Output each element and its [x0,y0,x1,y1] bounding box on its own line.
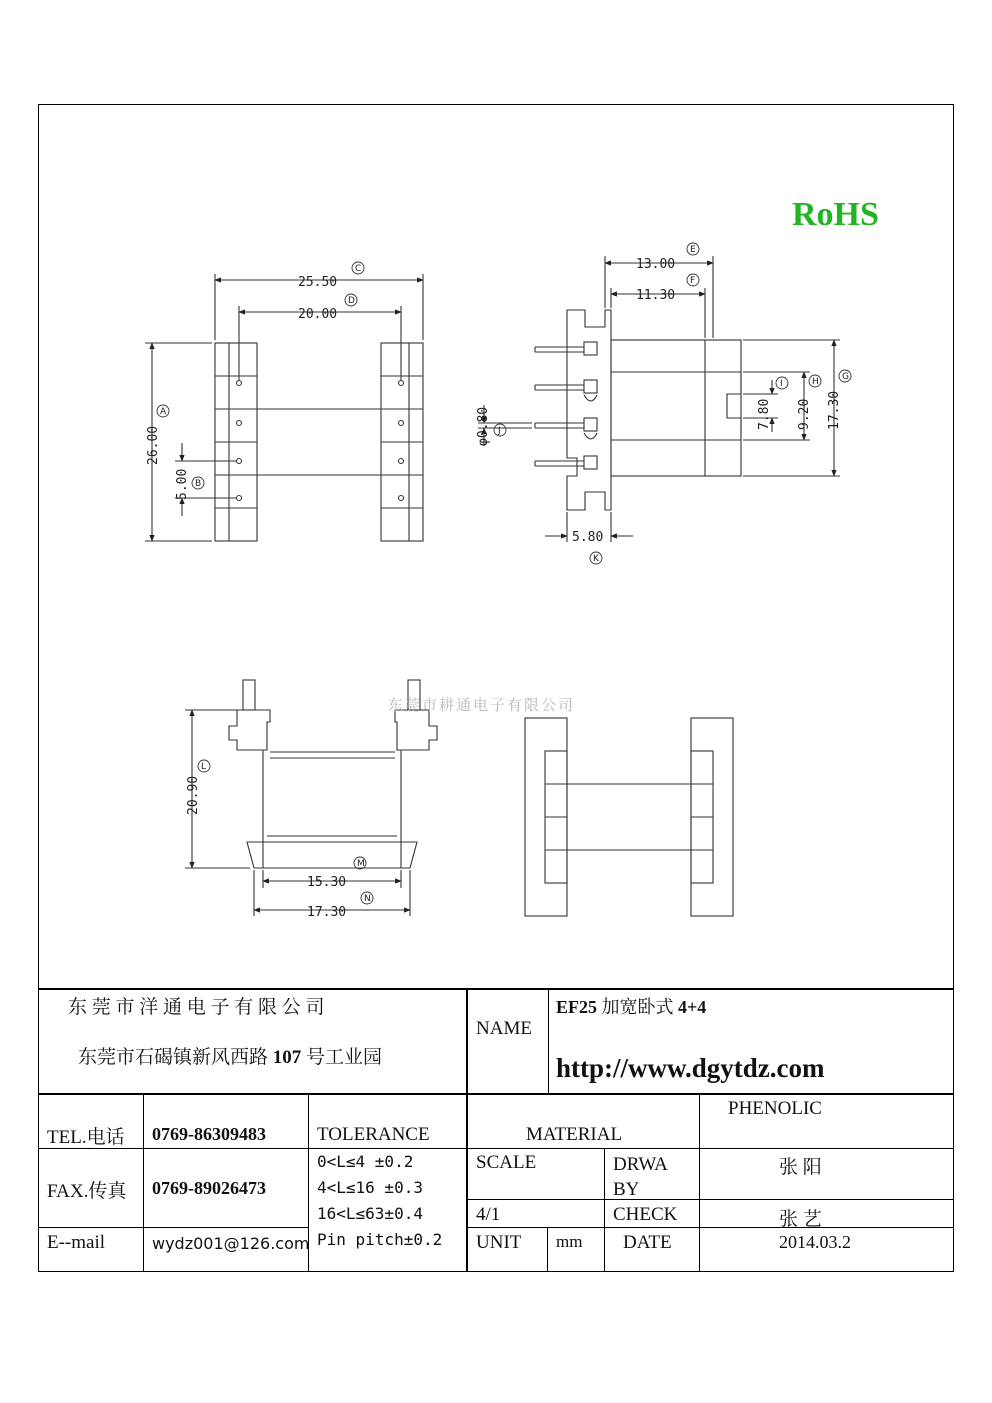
dim-25-50: 25.50 [298,275,338,290]
tolerance-row-4: Pin pitch±0.2 [317,1230,443,1249]
tb-vline [143,1093,144,1272]
marker-k: K [593,554,599,564]
drawn-label-line-2: BY [613,1179,640,1200]
marker-m: M [357,859,365,869]
tel-number: 0769-86309483 [152,1124,266,1144]
dim-11-30: 11.30 [636,288,676,303]
tb-vline [699,1093,700,1272]
dim-20-90: 20.90 [186,775,201,815]
marker-l: L [201,762,207,772]
marker-g: G [842,372,849,382]
date-label: DATE [623,1232,672,1253]
unit-value: mm [556,1232,583,1251]
part-desc: 加宽卧式 [597,997,679,1017]
name-label: NAME [476,1018,532,1039]
checked-by-value: 张 艺 [779,1209,822,1230]
drawn-label [613,1152,668,1202]
tolerance-row-2: 4<L≤16 ±0.3 [317,1178,423,1197]
material-label: MATERIAL [526,1124,623,1145]
tb-hline [38,1148,954,1149]
bottom-view [525,718,733,916]
drawn-label-line-1: DRWA [613,1154,668,1175]
dim-9-20: 9.20 [797,398,812,430]
address-number: 107 [272,1047,302,1068]
company-name: 东 莞 市 洋 通 电 子 有 限 公 司 [68,997,325,1018]
tb-vline [548,988,549,1093]
tel-label: TEL.电话 [47,1127,125,1148]
dim-15-30: 15.30 [307,875,347,890]
tb-hline [467,1199,954,1200]
marker-e: E [690,245,696,255]
marker-n: N [364,894,371,904]
marker-h: H [812,377,819,387]
tolerance-list [317,1149,442,1253]
marker-j: J [498,426,501,436]
company-address [78,1042,382,1069]
dim-17-30-front: 17.30 [307,905,347,920]
tb-vline [547,1227,548,1272]
part-pins: 4+4 [678,997,707,1017]
fax-label: FAX.传真 [47,1181,127,1202]
tb-hline [467,1227,954,1228]
dim-5-00: 5.00 [175,468,190,500]
email-label: E--mail [47,1232,106,1253]
website-link[interactable]: http://www.dgytdz.com [556,1053,825,1083]
marker-i: I [780,379,783,389]
marker-d: D [348,296,355,306]
part-name [556,993,706,1019]
check-label: CHECK [613,1204,678,1225]
dim-20-00: 20.00 [298,307,338,322]
unit-label: UNIT [476,1232,522,1253]
address-part: 东莞市石碣镇新风西路 [78,1047,273,1068]
tb-hline [38,1093,954,1095]
tb-vline [604,1148,605,1272]
tolerance-label: TOLERANCE [317,1124,430,1145]
scale-label: SCALE [476,1152,537,1173]
tolerance-row-1: 0<L≤4 ±0.2 [317,1152,414,1171]
marker-a: A [160,407,167,417]
tb-hline [38,1227,308,1228]
rohs-mark: RoHS [792,196,879,233]
address-part: 号工业园 [301,1047,383,1068]
dim-26-00: 26.00 [146,425,161,465]
dim-5-80: 5.80 [572,530,604,545]
date-value: 2014.03.2 [779,1232,851,1252]
email-value[interactable]: wydz001@126.com [152,1234,310,1253]
marker-c: C [355,264,362,274]
dim-17-30-side: 17.30 [827,390,842,430]
dim-phi-0-80: φ0.80 [476,406,491,446]
fax-number: 0769-89026473 [152,1178,266,1198]
material-value: PHENOLIC [728,1098,822,1119]
watermark: 东莞市耕通电子有限公司 [388,696,576,714]
dim-7-80: 7.80 [757,398,772,430]
marker-f: F [690,276,696,286]
tb-vline [466,988,468,1272]
tolerance-row-3: 16<L≤63±0.4 [317,1204,423,1223]
tb-hline [38,988,954,990]
marker-b: B [195,479,202,489]
drawn-by-value: 张 阳 [779,1157,822,1178]
dim-13-00: 13.00 [636,257,676,272]
part-code: EF25 [556,997,598,1017]
scale-value: 4/1 [476,1204,501,1225]
